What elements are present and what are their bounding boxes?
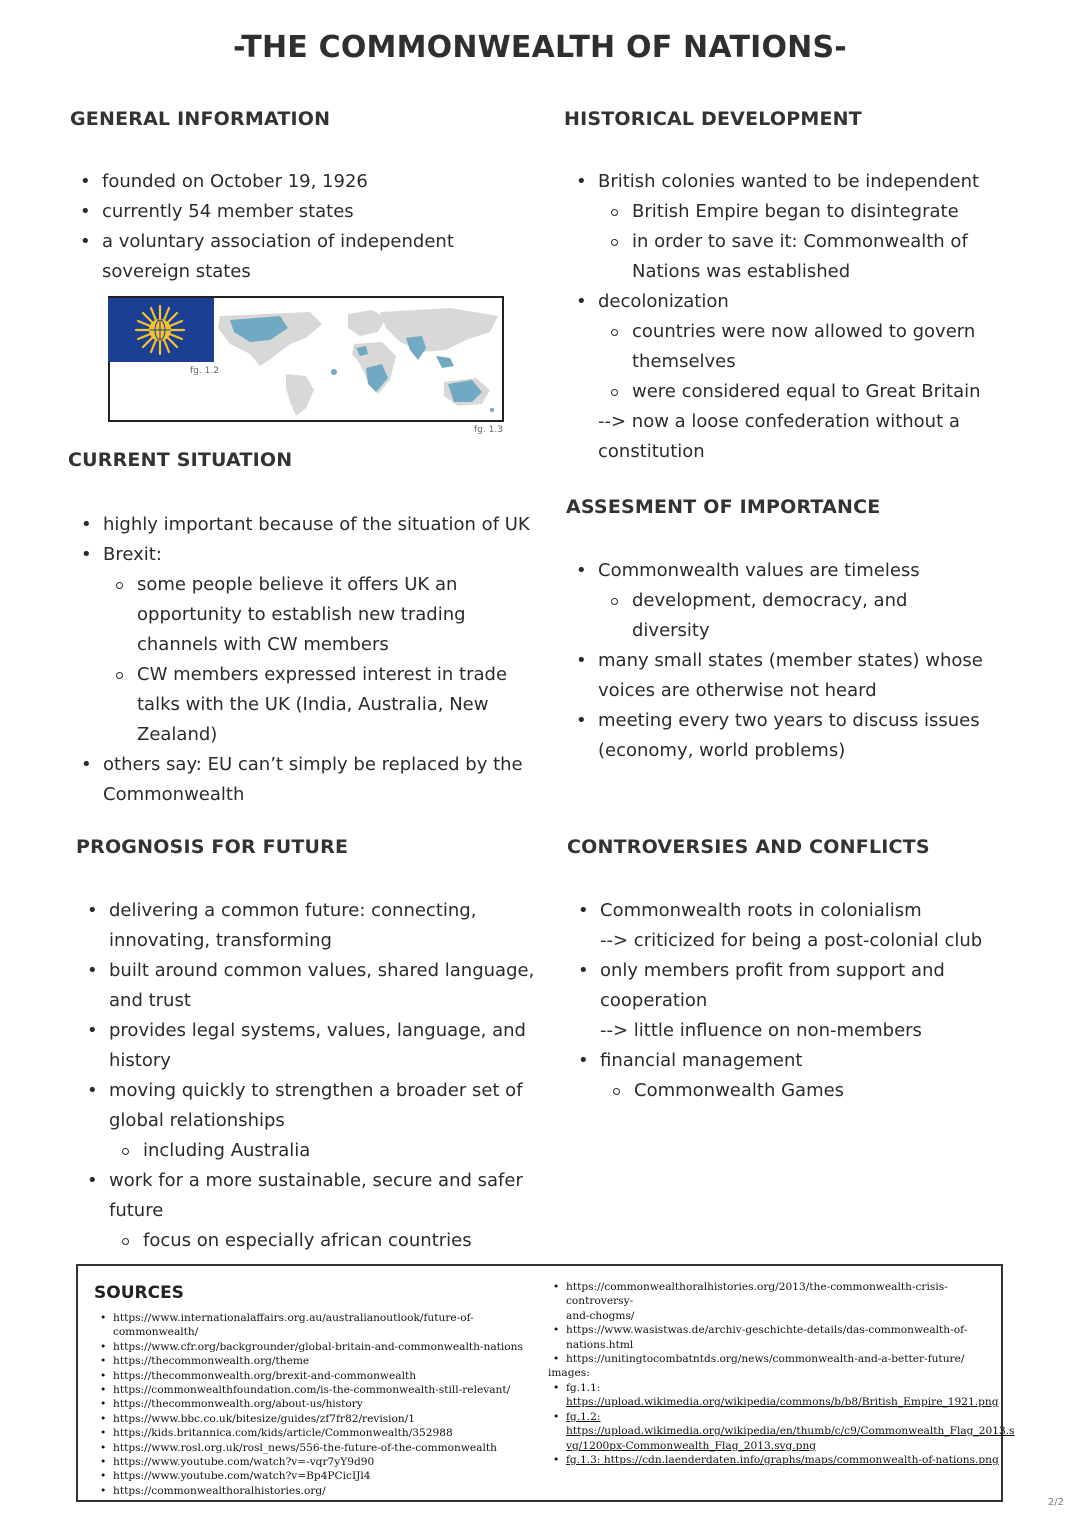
image-source-label: • fg.1.1:	[566, 1381, 1014, 1395]
controversies-list	[570, 896, 1040, 1106]
sub-list-item: focus on especially african countries	[143, 1226, 569, 1256]
sub-list-item: Commonwealth Games	[634, 1076, 1040, 1106]
list-item: • British colonies wanted to be independent	[598, 167, 1038, 197]
list-item-continued: global relationships	[109, 1110, 285, 1131]
list-item-continued: Commonwealth	[103, 784, 245, 805]
sources-heading: SOURCES	[94, 1283, 184, 1303]
list-item-continued: talks with the UK (India, Australia, New	[137, 694, 489, 715]
list-item: • founded on October 19, 1926	[102, 167, 542, 197]
page-number: 2/2	[1047, 1497, 1064, 1508]
list-item: • Brexit:	[103, 540, 563, 570]
images-label: images:	[548, 1367, 590, 1379]
source-link-continued[interactable]: nations.html	[566, 1338, 634, 1351]
list-item-continued: constitution	[598, 441, 705, 462]
list-item: • others say: EU can’t simply be replaced by the	[103, 750, 563, 780]
general-list	[72, 167, 542, 287]
historical-heading: HISTORICAL DEVELOPMENT	[564, 108, 862, 130]
list-item-continued: themselves	[632, 351, 736, 372]
list-item: • provides legal systems, values, language, and	[109, 1016, 569, 1046]
source-link[interactable]: • https://www.internationalaffairs.org.au/australianoutlook/future-of-commonwealth/	[113, 1311, 553, 1340]
sources-list-left	[95, 1311, 553, 1498]
current-list	[73, 510, 563, 810]
general-heading: GENERAL INFORMATION	[70, 108, 331, 130]
list-item: • only members profit from support and	[600, 956, 1040, 986]
list-item-continued: future	[109, 1200, 164, 1221]
source-link[interactable]: • https://www.bbc.co.uk/bitesize/guides/zf7fr82/revision/1	[113, 1412, 553, 1426]
list-item-continued: opportunity to establish new trading	[137, 604, 466, 625]
sub-list-item: countries were now allowed to govern	[632, 317, 1038, 347]
image-source-link-continued[interactable]: vg/1200px-Commonwealth_Flag_2013.svg.png	[566, 1439, 817, 1452]
assessment-list	[568, 556, 1038, 766]
source-link[interactable]: • https://www.cfr.org/backgrounder/global-britain-and-commonwealth-nations	[113, 1340, 553, 1354]
figure-caption-flag: fg. 1.2	[190, 366, 219, 376]
list-item: • many small states (member states) whose	[598, 646, 1038, 676]
source-link[interactable]: • https://thecommonwealth.org/theme	[113, 1354, 553, 1368]
sub-list-item: development, democracy, and	[632, 586, 1038, 616]
controversies-heading: CONTROVERSIES AND CONFLICTS	[567, 836, 930, 858]
image-source-label: • fg.1.2:	[566, 1410, 1014, 1424]
source-link-continued[interactable]: and-chogms/	[566, 1309, 635, 1322]
list-item-continued: sovereign states	[102, 261, 251, 282]
list-item: • a voluntary association of independent	[102, 227, 542, 257]
assessment-heading: ASSESMENT OF IMPORTANCE	[566, 496, 881, 518]
image-source-link[interactable]: https://upload.wikimedia.org/wikipedia/en/thumb/c/c9/Commonwealth_Flag_2013.s	[566, 1425, 1015, 1438]
list-item-continued: voices are otherwise not heard	[598, 680, 877, 701]
source-link[interactable]: • https://www.rosl.org.uk/rosl_news/556-the-future-of-the-commonwealth	[113, 1441, 553, 1455]
sub-list-item: some people believe it offers UK an	[137, 570, 563, 600]
source-link[interactable]: • https://commonwealthfoundation.com/is-the-commonwealth-still-relevant/	[113, 1383, 553, 1397]
commonwealth-flag-image	[108, 298, 214, 362]
list-item-continued: history	[109, 1050, 171, 1071]
list-item-continued: --> now a loose confederation without a	[598, 411, 960, 432]
sources-list-right	[548, 1280, 1014, 1366]
list-item: • currently 54 member states	[102, 197, 542, 227]
source-link[interactable]: • https://thecommonwealth.org/brexit-and-commonwealth	[113, 1369, 553, 1383]
source-link[interactable]: • https://kids.britannica.com/kids/article/Commonwealth/352988	[113, 1426, 553, 1440]
list-item-continued: innovating, transforming	[109, 930, 332, 951]
figure-caption-map: fg. 1.3	[474, 425, 503, 435]
sub-list-item: British Empire began to disintegrate	[632, 197, 1038, 227]
sub-list-item: CW members expressed interest in trade	[137, 660, 563, 690]
list-item: • financial management	[600, 1046, 1040, 1076]
prognosis-heading: PROGNOSIS FOR FUTURE	[76, 836, 349, 858]
historical-list	[568, 167, 1038, 467]
list-item-continued: Nations was established	[632, 261, 851, 282]
list-item: • Commonwealth values are timeless	[598, 556, 1038, 586]
image-source-link[interactable]: https://upload.wikimedia.org/wikipedia/commons/b/b8/British_Empire_1921.png	[566, 1396, 999, 1409]
current-heading: CURRENT SITUATION	[68, 449, 293, 471]
list-item-continued: Zealand)	[137, 724, 218, 745]
source-link[interactable]: • https://commonwealthoralhistories.org/2013/the-commonwealth-crisis-controversy-	[566, 1280, 1014, 1309]
source-link[interactable]: • https://www.youtube.com/watch?v=Bp4PCicIJl4	[113, 1469, 553, 1483]
prognosis-list	[79, 896, 569, 1256]
list-item-continued: --> little influence on non-members	[600, 1020, 922, 1041]
sub-list-item: including Australia	[143, 1136, 569, 1166]
image-sources-list	[548, 1381, 1014, 1467]
page-title: -THE COMMONWEALTH OF NATIONS-	[233, 30, 847, 65]
source-link[interactable]: • https://thecommonwealth.org/about-us/history	[113, 1397, 553, 1411]
flag-emblem-icon	[108, 298, 214, 362]
list-item-continued: diversity	[632, 620, 710, 641]
list-item: • delivering a common future: connecting,	[109, 896, 569, 926]
list-item-continued: --> criticized for being a post-colonial club	[600, 930, 983, 951]
source-link[interactable]: • https://commonwealthoralhistories.org/	[113, 1484, 553, 1498]
sub-list-item: were considered equal to Great Britain	[632, 377, 1038, 407]
list-item: • Commonwealth roots in colonialism	[600, 896, 1040, 926]
source-link[interactable]: • https://www.youtube.com/watch?v=-vqr7yY9d90	[113, 1455, 553, 1469]
list-item: • meeting every two years to discuss issues	[598, 706, 1038, 736]
list-item: • work for a more sustainable, secure and safer	[109, 1166, 569, 1196]
list-item: • moving quickly to strengthen a broader set of	[109, 1076, 569, 1106]
sub-list-item: in order to save it: Commonwealth of	[632, 227, 1038, 257]
list-item-continued: channels with CW members	[137, 634, 389, 655]
list-item-continued: and trust	[109, 990, 191, 1011]
image-source-link[interactable]: • fg.1.3: https://cdn.laenderdaten.info/graphs/maps/commonwealth-of-nations.png	[566, 1453, 1014, 1467]
list-item-continued: (economy, world problems)	[598, 740, 846, 761]
source-link[interactable]: • https://www.wasistwas.de/archiv-geschichte-details/das-commonwealth-of-	[566, 1323, 1014, 1337]
source-link[interactable]: • https://unitingtocombatntds.org/news/commonwealth-and-a-better-future/	[566, 1352, 1014, 1366]
list-item: • built around common values, shared language,	[109, 956, 569, 986]
list-item: • decolonization	[598, 287, 1038, 317]
list-item: • highly important because of the situation of UK	[103, 510, 563, 540]
list-item-continued: cooperation	[600, 990, 708, 1011]
